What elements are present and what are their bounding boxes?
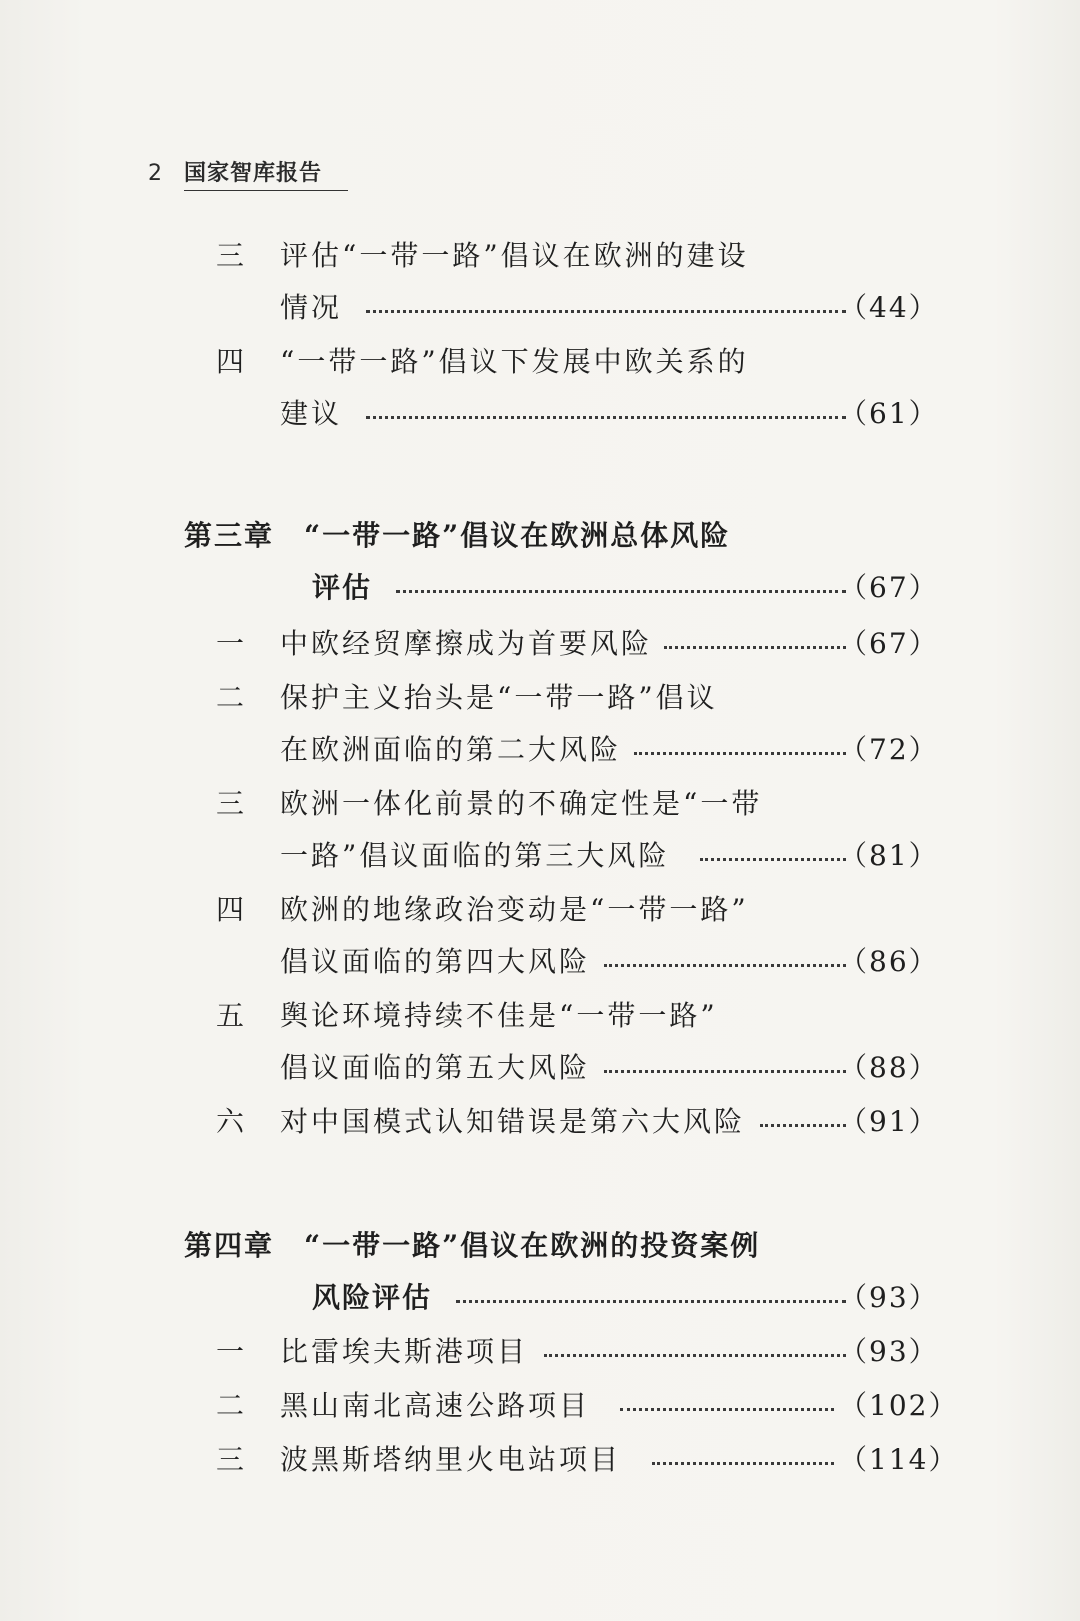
chapter-title-cont: 风险评估 <box>312 1281 433 1314</box>
chapter-title: “一带一路”倡议在欧洲总体风险 <box>304 519 731 552</box>
dot-leader <box>760 1102 846 1142</box>
toc-entry-4-3[interactable] <box>0 1440 1080 1480</box>
toc-entry-3-6[interactable] <box>0 1102 1080 1142</box>
entry-number: 二 <box>216 681 248 714</box>
toc-entry-2-3-line1[interactable] <box>0 236 1080 276</box>
entry-page: （72） <box>839 733 939 766</box>
entry-page: （67） <box>839 627 939 660</box>
entry-title: 比雷埃夫斯港项目 <box>280 1335 529 1368</box>
dot-leader <box>366 288 846 328</box>
running-title: 国家智库报告 <box>184 161 323 186</box>
toc-chapter-3-line2[interactable] <box>0 568 1080 608</box>
dot-leader <box>396 568 846 608</box>
toc-entry-2-3-line2[interactable] <box>0 288 1080 328</box>
entry-title-cont: 倡议面临的第四大风险 <box>280 945 591 978</box>
entry-title-cont: 倡议面临的第五大风险 <box>280 1051 591 1084</box>
dot-leader <box>652 1440 834 1480</box>
entry-title: 评估“一带一路”倡议在欧洲的建设 <box>280 239 749 272</box>
dot-leader <box>620 1386 834 1426</box>
entry-page: （93） <box>839 1335 939 1368</box>
entry-title: “一带一路”倡议下发展中欧关系的 <box>280 345 749 378</box>
entry-title: 保护主义抬头是“一带一路”倡议 <box>280 681 718 714</box>
toc-entry-4-2[interactable] <box>0 1386 1080 1426</box>
dot-leader <box>664 624 846 664</box>
chapter-page: （93） <box>839 1281 939 1314</box>
dot-leader <box>634 730 846 770</box>
dot-leader <box>456 1278 846 1318</box>
running-head <box>148 156 322 187</box>
entry-number: 二 <box>216 1389 248 1422</box>
chapter-title: “一带一路”倡议在欧洲的投资案例 <box>304 1229 761 1262</box>
entry-page: （81） <box>839 839 939 872</box>
chapter-label: 第三章 <box>184 519 275 552</box>
toc-entry-3-2-line1[interactable] <box>0 678 1080 718</box>
toc-entry-2-4-line1[interactable] <box>0 342 1080 382</box>
toc-entry-3-3-line2[interactable] <box>0 836 1080 876</box>
toc-entry-3-5-line2[interactable] <box>0 1048 1080 1088</box>
entry-page: （44） <box>839 291 939 324</box>
entry-title: 中欧经贸摩擦成为首要风险 <box>280 627 653 660</box>
entry-number: 三 <box>216 239 248 272</box>
dot-leader <box>700 836 846 876</box>
toc-entry-4-1[interactable] <box>0 1332 1080 1372</box>
entry-title-cont: 建议 <box>280 397 343 430</box>
entry-page: （114） <box>839 1443 959 1476</box>
toc-entry-3-2-line2[interactable] <box>0 730 1080 770</box>
toc-entry-3-3-line1[interactable] <box>0 784 1080 824</box>
toc-chapter-4-line2[interactable] <box>0 1278 1080 1318</box>
entry-number: 一 <box>216 1335 248 1368</box>
entry-title: 黑山南北高速公路项目 <box>280 1389 591 1422</box>
entry-title: 舆论环境持续不佳是“一带一路” <box>280 999 718 1032</box>
entry-title: 欧洲一体化前景的不确定性是“一带 <box>280 787 763 820</box>
entry-title: 对中国模式认知错误是第六大风险 <box>280 1105 746 1138</box>
entry-title-cont: 一路”倡议面临的第三大风险 <box>280 839 670 872</box>
dot-leader <box>366 394 846 434</box>
page-number: 2 <box>148 161 162 186</box>
entry-page: （61） <box>839 397 939 430</box>
entry-page: （91） <box>839 1105 939 1138</box>
entry-number: 五 <box>216 999 248 1032</box>
toc-entry-3-5-line1[interactable] <box>0 996 1080 1036</box>
toc-chapter-3-line1[interactable] <box>0 516 1080 556</box>
entry-title-cont: 情况 <box>280 291 343 324</box>
chapter-title-cont: 评估 <box>312 571 373 604</box>
entry-title: 欧洲的地缘政治变动是“一带一路” <box>280 893 749 926</box>
toc-entry-3-1[interactable] <box>0 624 1080 664</box>
entry-number: 一 <box>216 627 248 660</box>
entry-number: 四 <box>216 345 248 378</box>
toc-entry-3-4-line2[interactable] <box>0 942 1080 982</box>
entry-number: 四 <box>216 893 248 926</box>
toc-chapter-4-line1[interactable] <box>0 1226 1080 1266</box>
chapter-label: 第四章 <box>184 1229 275 1262</box>
dot-leader <box>544 1332 846 1372</box>
entry-number: 三 <box>216 787 248 820</box>
toc-entry-3-4-line1[interactable] <box>0 890 1080 930</box>
entry-title-cont: 在欧洲面临的第二大风险 <box>280 733 622 766</box>
dot-leader <box>604 942 846 982</box>
toc-entry-2-4-line2[interactable] <box>0 394 1080 434</box>
entry-number: 六 <box>216 1105 248 1138</box>
entry-page: （88） <box>839 1051 939 1084</box>
entry-page: （102） <box>839 1389 959 1422</box>
entry-page: （86） <box>839 945 939 978</box>
entry-number: 三 <box>216 1443 248 1476</box>
running-head-rule <box>184 190 348 191</box>
chapter-page: （67） <box>839 571 939 604</box>
dot-leader <box>604 1048 846 1088</box>
entry-title: 波黑斯塔纳里火电站项目 <box>280 1443 622 1476</box>
